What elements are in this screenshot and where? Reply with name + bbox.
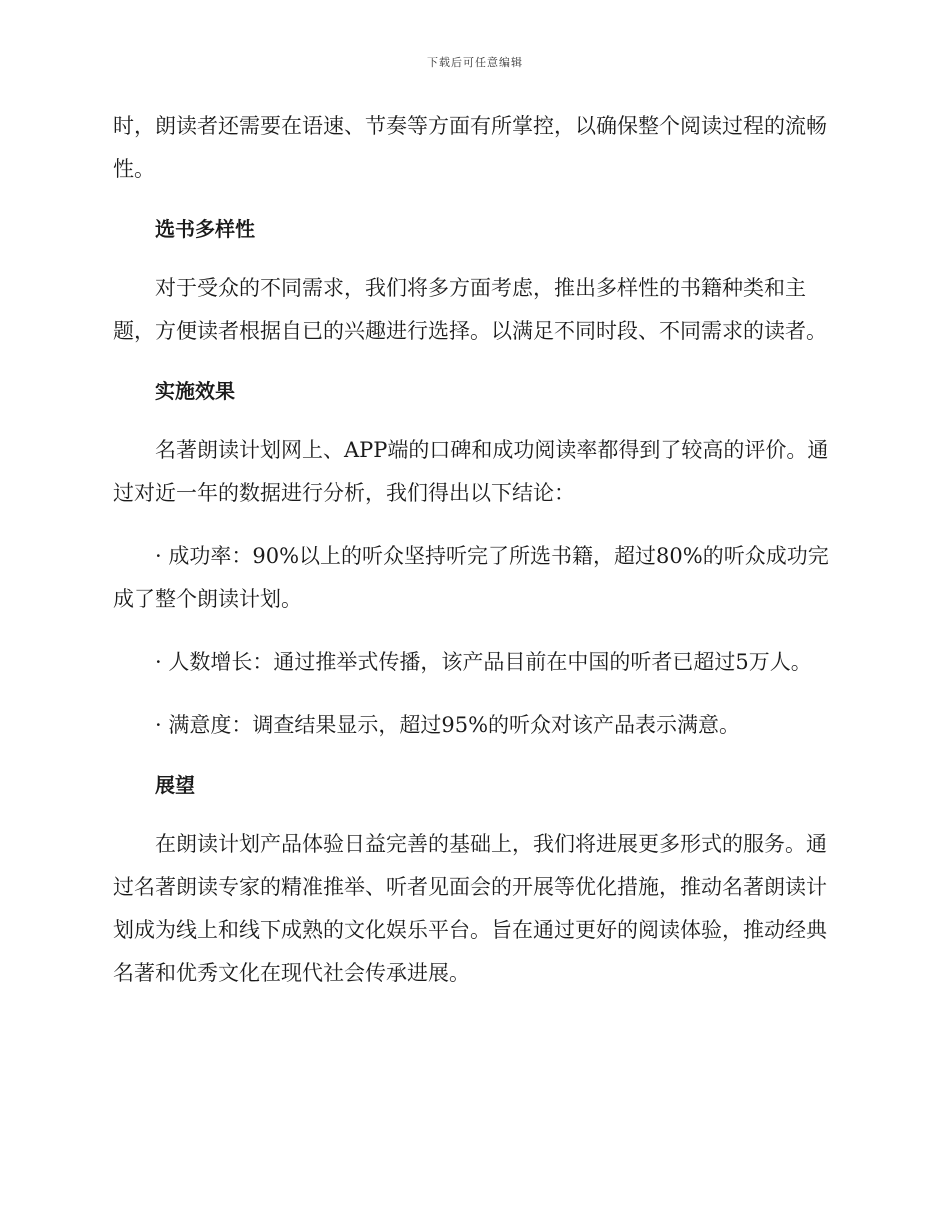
- outlook-paragraph: 在朗读计划产品体验日益完善的基础上，我们将进展更多形式的服务。通过名著朗读专家的精准推举、听者见面会的开展等优化措施，推动名著朗读计划成为线上和线下成熟的文化娱乐平台。旨在通过更好的阅读体验，推动经典名著和优秀文化在现代社会传承进展。: [113, 832, 827, 985]
- bullet-success-rate: · 成功率：90%以上的听众坚持听完了所选书籍，超过80%的听众成功完成了整个朗读计划。: [113, 544, 829, 611]
- section-heading-effect: 实施效果: [155, 379, 235, 403]
- effect-paragraph: 名著朗读计划网上、APP端的口碑和成功阅读率都得到了较高的评价。通过对近一年的数据进行分析，我们得出以下结论：: [113, 438, 829, 505]
- section-heading-diversity: 选书多样性: [155, 217, 255, 241]
- intro-paragraph: 时，朗读者还需要在语速、节奏等方面有所掌控，以确保整个阅读过程的流畅性。: [113, 114, 827, 181]
- page-header: 下载后可任意编辑: [427, 56, 523, 69]
- bullet-satisfaction: · 满意度：调查结果显示，超过95%的听众对该产品表示满意。: [155, 713, 741, 737]
- diversity-paragraph: 对于受众的不同需求，我们将多方面考虑，推出多样性的书籍种类和主题，方便读者根据自已的兴趣进行选择。以满足不同时段、不同需求的读者。: [113, 276, 827, 343]
- document-body: [113, 105, 837, 1015]
- section-heading-outlook: 展望: [155, 773, 195, 797]
- bullet-user-growth: · 人数增长：通过推举式传播，该产品目前在中国的听者已超过5万人。: [155, 650, 812, 674]
